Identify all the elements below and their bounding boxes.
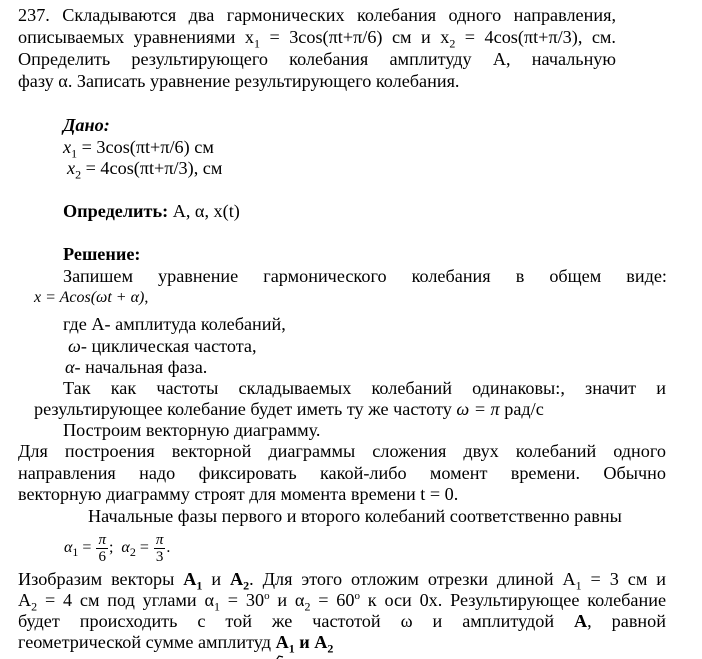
- problem-line-2: описываемых уравнениями $x_1 = 3\cos(\pi t+\pi/6)$ см и $x_2 = 4\cos(\pi t+\pi/3)$, см.: [18, 27, 616, 51]
- solution-line-1: Запишем уравнение гармонического колебания в общем виде:: [63, 266, 667, 286]
- given-x1: $x_1 = 3\cos(\pi t+\pi/6)$ см: [63, 137, 214, 161]
- solution-line-11: Начальные фазы первого и второго колебаний соответственно равны: [88, 506, 622, 526]
- solution-heading: Решение:: [63, 244, 141, 264]
- problem-line-1: 237. Складываются два гармонических колебания одного направления,: [18, 5, 616, 25]
- problem-line-3: Определить результирующего колебания амплитуду A, начальную: [18, 49, 616, 69]
- find-line: Определить: А, α, x(t): [63, 201, 240, 221]
- solution-line-2: где А- амплитуда колебаний,: [63, 314, 286, 334]
- given-x2: $x_2 = 4\cos(\pi t+\pi/3)$, см: [67, 158, 223, 182]
- given-heading: Дано:: [63, 115, 110, 135]
- solution-line-13: $A_2 = 4$ см под углами $\alpha_1 = 30^о$ и $\alpha_2 = 60^о$ к оси 0x. Результирующее колебание: [18, 589, 667, 614]
- problem-line-4: фазу α. Записать уравнение результирующего колебания.: [18, 71, 460, 91]
- solution-line-12: Изобразим векторы $A_1$ и $A_2$. Для этого отложим отрезки длиной $A_1 = 3$ см и: [18, 569, 667, 593]
- solution-line-5: Так как частоты складываемых колебаний одинаковы:, значит и: [63, 378, 666, 398]
- fraction-pi-3: $\frac{\pi}{3}$: [155, 531, 164, 565]
- fraction-pi-6: $\frac{\pi}{6}$: [98, 531, 106, 565]
- solution-line-10: векторную диаграмму строят для момента времени t = 0.: [18, 484, 459, 504]
- solution-line-6: результирующее колебание будет иметь ту же частоту ω = π рад/с: [34, 399, 544, 419]
- solution-line-14: будет происходить с той же частотой ω и амплитудой А, равной: [18, 611, 666, 631]
- cutoff-glyph-fragment: [274, 650, 284, 659]
- solution-line-4: α- начальная фаза.: [65, 357, 208, 377]
- solution-line-9: направления надо фиксировать какой-либо момент времени. Обычно: [18, 463, 666, 483]
- solution-line-3: ω- циклическая частота,: [68, 336, 257, 356]
- solution-line-15: геометрической сумме амплитуд $A_1$ и $A_2$: [18, 632, 334, 656]
- solution-line-8: Для построения векторной диаграммы сложения двух колебаний одного: [18, 441, 666, 461]
- solution-line-7: Построим векторную диаграмму.: [63, 420, 321, 440]
- phase-formulas: $\alpha_1$ = $\frac{\pi}{6}$ ; $\alpha_2$ = $\frac{\pi}{3}$ .: [64, 531, 171, 565]
- general-formula: x = Acos(ωt + α),: [34, 289, 149, 306]
